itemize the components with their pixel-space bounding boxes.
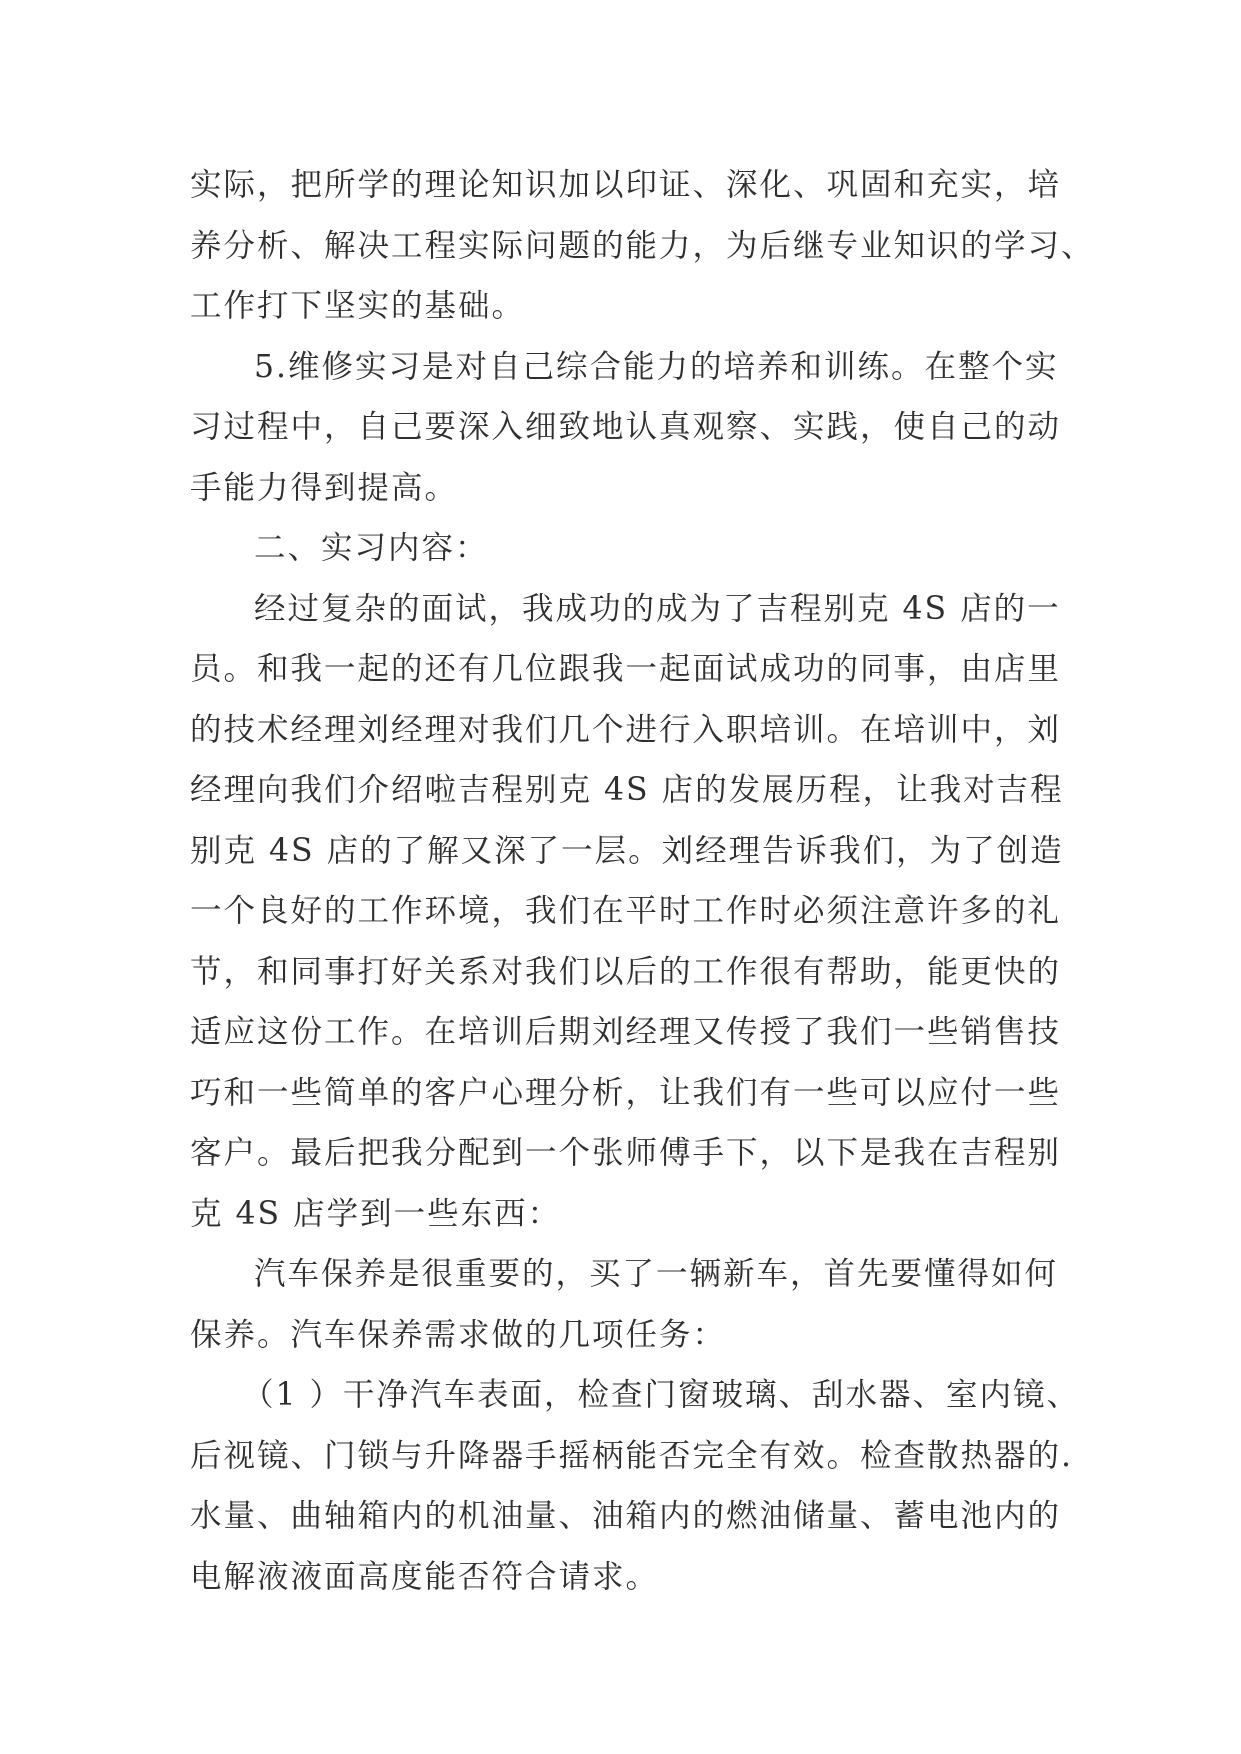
- paragraph-line: 员。和我一起的还有几位跟我一起面试成功的同事，由店里: [190, 651, 1062, 687]
- paragraph-line: 经过复杂的面试，我成功的成为了吉程别克 4S 店的一: [254, 590, 1061, 627]
- paragraph-line: 水量、曲轴箱内的机油量、油箱内的燃油储量、蓄电池内的: [190, 1498, 1062, 1534]
- paragraph-line: 习过程中，自己要深入细致地认真观察、实践，使自己的动: [190, 409, 1062, 445]
- paragraph-line: 一个良好的工作环境，我们在平时工作时必须注意许多的礼: [190, 893, 1062, 929]
- paragraph-line: 克 4S 店学到一些东西：: [190, 1195, 562, 1232]
- paragraph-line: 保养。汽车保养需求做的几项任务：: [190, 1316, 727, 1353]
- paragraph-line: 手能力得到提高。: [190, 469, 459, 506]
- paragraph-line: 汽车保养是很重要的，买了一辆新车，首先要懂得如何: [254, 1256, 1059, 1292]
- paragraph-line: 实际，把所学的理论知识加以印证、深化、巩固和充实，培: [190, 167, 1062, 203]
- paragraph-line: 别克 4S 店的了解又深了一层。刘经理告诉我们，为了创造: [190, 832, 1064, 869]
- list-item-line: （1 ）干净汽车表面，检查门窗玻璃、刮水器、室内镜、: [242, 1377, 1081, 1413]
- paragraph-line: 经理向我们介绍啦吉程别克 4S 店的发展历程，让我对吉程: [190, 772, 1064, 808]
- paragraph-line: 节，和同事打好关系对我们以后的工作很有帮助，能更快的: [190, 953, 1062, 990]
- paragraph-line: 的技术经理刘经理对我们几个进行入职培训。在培训中，刘: [190, 711, 1062, 748]
- paragraph-line: 适应这份工作。在培训后期刘经理又传授了我们一些销售技: [190, 1014, 1062, 1050]
- body-text: [190, 155, 1095, 1607]
- paragraph-line: 后视镜、门锁与升降器手摇柄能否完全有效。检查散热器的.: [190, 1437, 1074, 1474]
- paragraph-line: 巧和一些简单的客户心理分析，让我们有一些可以应付一些: [190, 1074, 1062, 1111]
- paragraph-line: 养分析、解决工程实际问题的能力，为后继专业知识的学习、: [190, 227, 1095, 264]
- paragraph-line: 客户。最后把我分配到一个张师傅手下，以下是我在吉程别: [190, 1135, 1062, 1171]
- paragraph-line: 5.维修实习是对自己综合能力的培养和训练。在整个实: [254, 348, 1059, 385]
- section-heading: 二、实习内容：: [254, 530, 489, 566]
- paragraph-line: 工作打下坚实的基础。: [190, 288, 526, 324]
- paragraph-line: 电解液液面高度能否符合请求。: [190, 1558, 660, 1595]
